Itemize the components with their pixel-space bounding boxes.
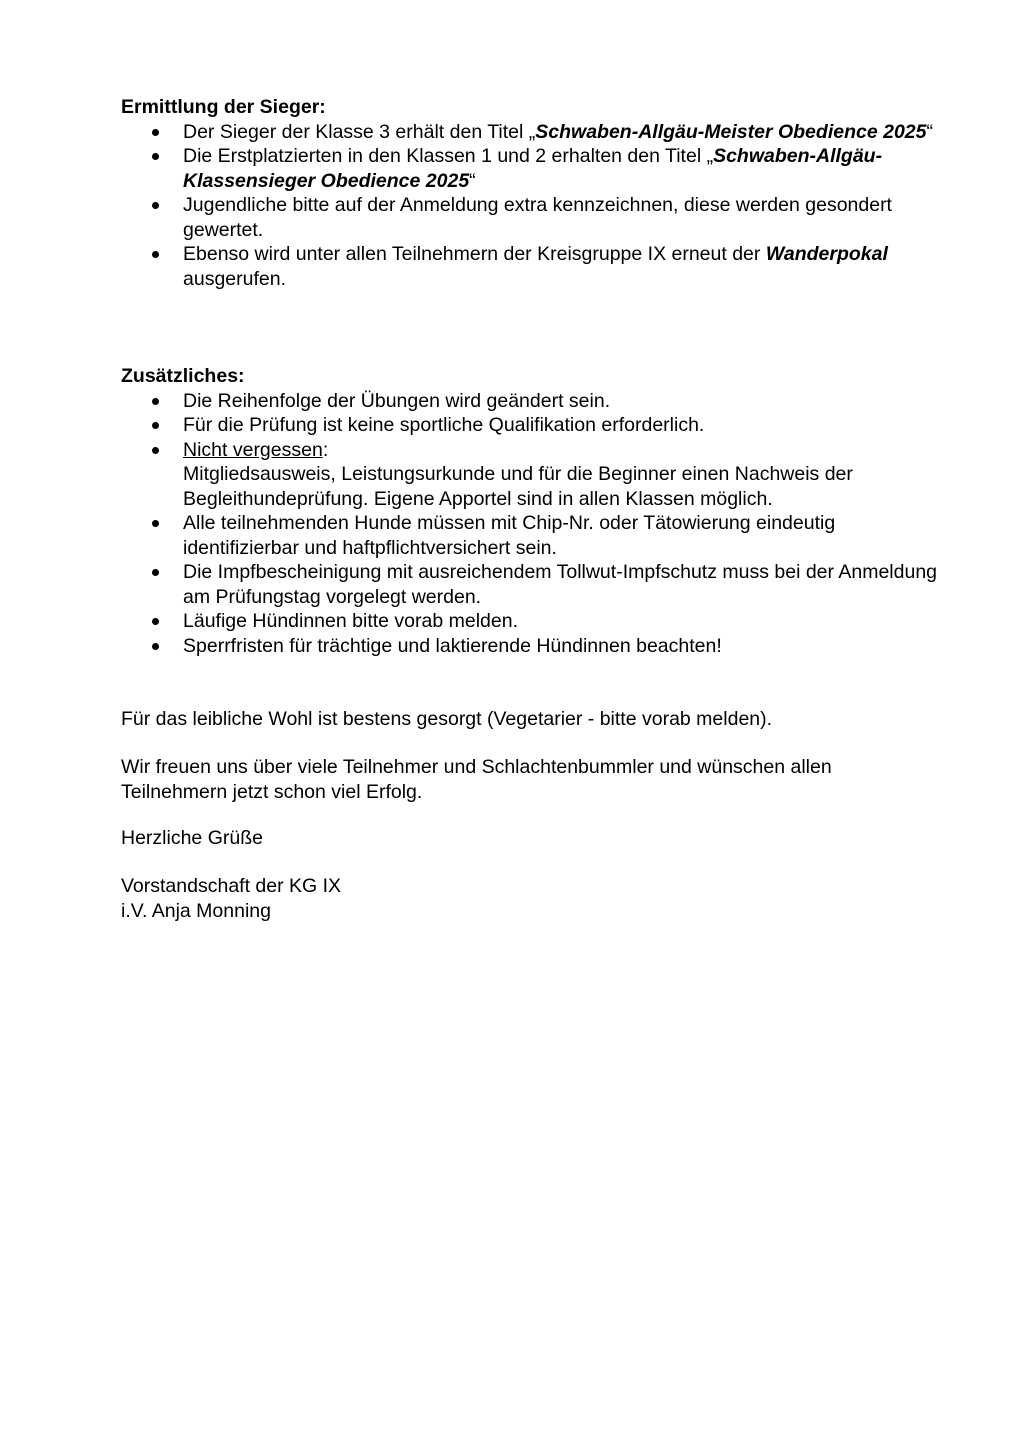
list-item: Die Reihenfolge der Übungen wird geändert sein. (121, 389, 941, 414)
bullet-icon (152, 398, 159, 405)
nicht-vergessen-detail: Mitgliedsausweis, Leistungsurkunde und für die Beginner einen Nachweis der Begleithundeprüfung. Eigene Apportel sind in allen Klassen möglich. (183, 463, 853, 510)
bullet-icon (152, 422, 159, 429)
list-item: Sperrfristen für trächtige und laktierende Hündinnen beachten! (121, 634, 941, 659)
bullet-icon (152, 251, 159, 258)
list-item: Jugendliche bitte auf der Anmeldung extra kennzeichnen, diese werden gesondert gewertet. (121, 193, 941, 242)
list-item: Ebenso wird unter allen Teilnehmern der Kreisgruppe IX erneut der Wanderpokal ausgerufen. (121, 242, 941, 291)
title-wanderpokal: Wanderpokal (765, 243, 888, 265)
list-item: Der Sieger der Klasse 3 erhält den Titel „Schwaben-Allgäu-Meister Obedience 2025“ (121, 120, 941, 145)
bullet-icon (152, 520, 159, 527)
food-paragraph: Für das leibliche Wohl ist bestens gesorgt (Vegetarier - bitte vorab melden). (121, 708, 773, 730)
bullet-icon (152, 447, 159, 454)
additional-section (121, 364, 941, 658)
winners-section (121, 95, 941, 291)
bullet-icon (152, 643, 159, 650)
list-item: Die Impfbescheinigung mit ausreichendem Tollwut-Impfschutz muss bei der Anmeldung am Prüfungstag vorgelegt werden. (121, 560, 941, 609)
wishes-paragraph: Wir freuen uns über viele Teilnehmer und Schlachtenbummler und wünschen allen Teilnehmern jetzt schon viel Erfolg. (121, 756, 832, 803)
title-klassensieger: Schwaben-Allgäu-Klassensieger Obedience 2025 (183, 145, 883, 192)
winners-list (121, 120, 941, 292)
winners-heading: Ermittlung der Sieger: (121, 96, 326, 118)
list-item: Alle teilnehmenden Hunde müssen mit Chip-Nr. oder Tätowierung eindeutig identifizierbar und haftpflichtversichert sein. (121, 511, 941, 560)
bullet-icon (152, 153, 159, 160)
signature-line-1: Vorstandschaft der KG IX (121, 875, 342, 897)
bullet-icon (152, 129, 159, 136)
signature-line-2: i.V. Anja Monning (121, 899, 271, 922)
additional-list (121, 389, 941, 659)
list-item: Für die Prüfung ist keine sportliche Qualifikation erforderlich. (121, 413, 941, 438)
title-meister: Schwaben-Allgäu-Meister Obedience 2025 (535, 120, 927, 143)
additional-heading: Zusätzliches: (121, 365, 245, 387)
nicht-vergessen-label: Nicht vergessen (183, 438, 323, 461)
bullet-icon (152, 618, 159, 625)
bullet-icon (152, 569, 159, 576)
list-item: Die Erstplatzierten in den Klassen 1 und 2 erhalten den Titel „Schwaben-Allgäu-Klassensieger Obedience 2025“ (121, 144, 941, 193)
signature (121, 874, 941, 923)
list-item: Nicht vergessen: Mitgliedsausweis, Leistungsurkunde und für die Beginner einen Nachweis der Begleithundeprüfung. Eigene Apportel sind in allen Klassen möglich. (121, 438, 941, 512)
bullet-icon (152, 202, 159, 209)
list-item: Läufige Hündinnen bitte vorab melden. (121, 609, 941, 634)
greeting: Herzliche Grüße (121, 827, 263, 849)
